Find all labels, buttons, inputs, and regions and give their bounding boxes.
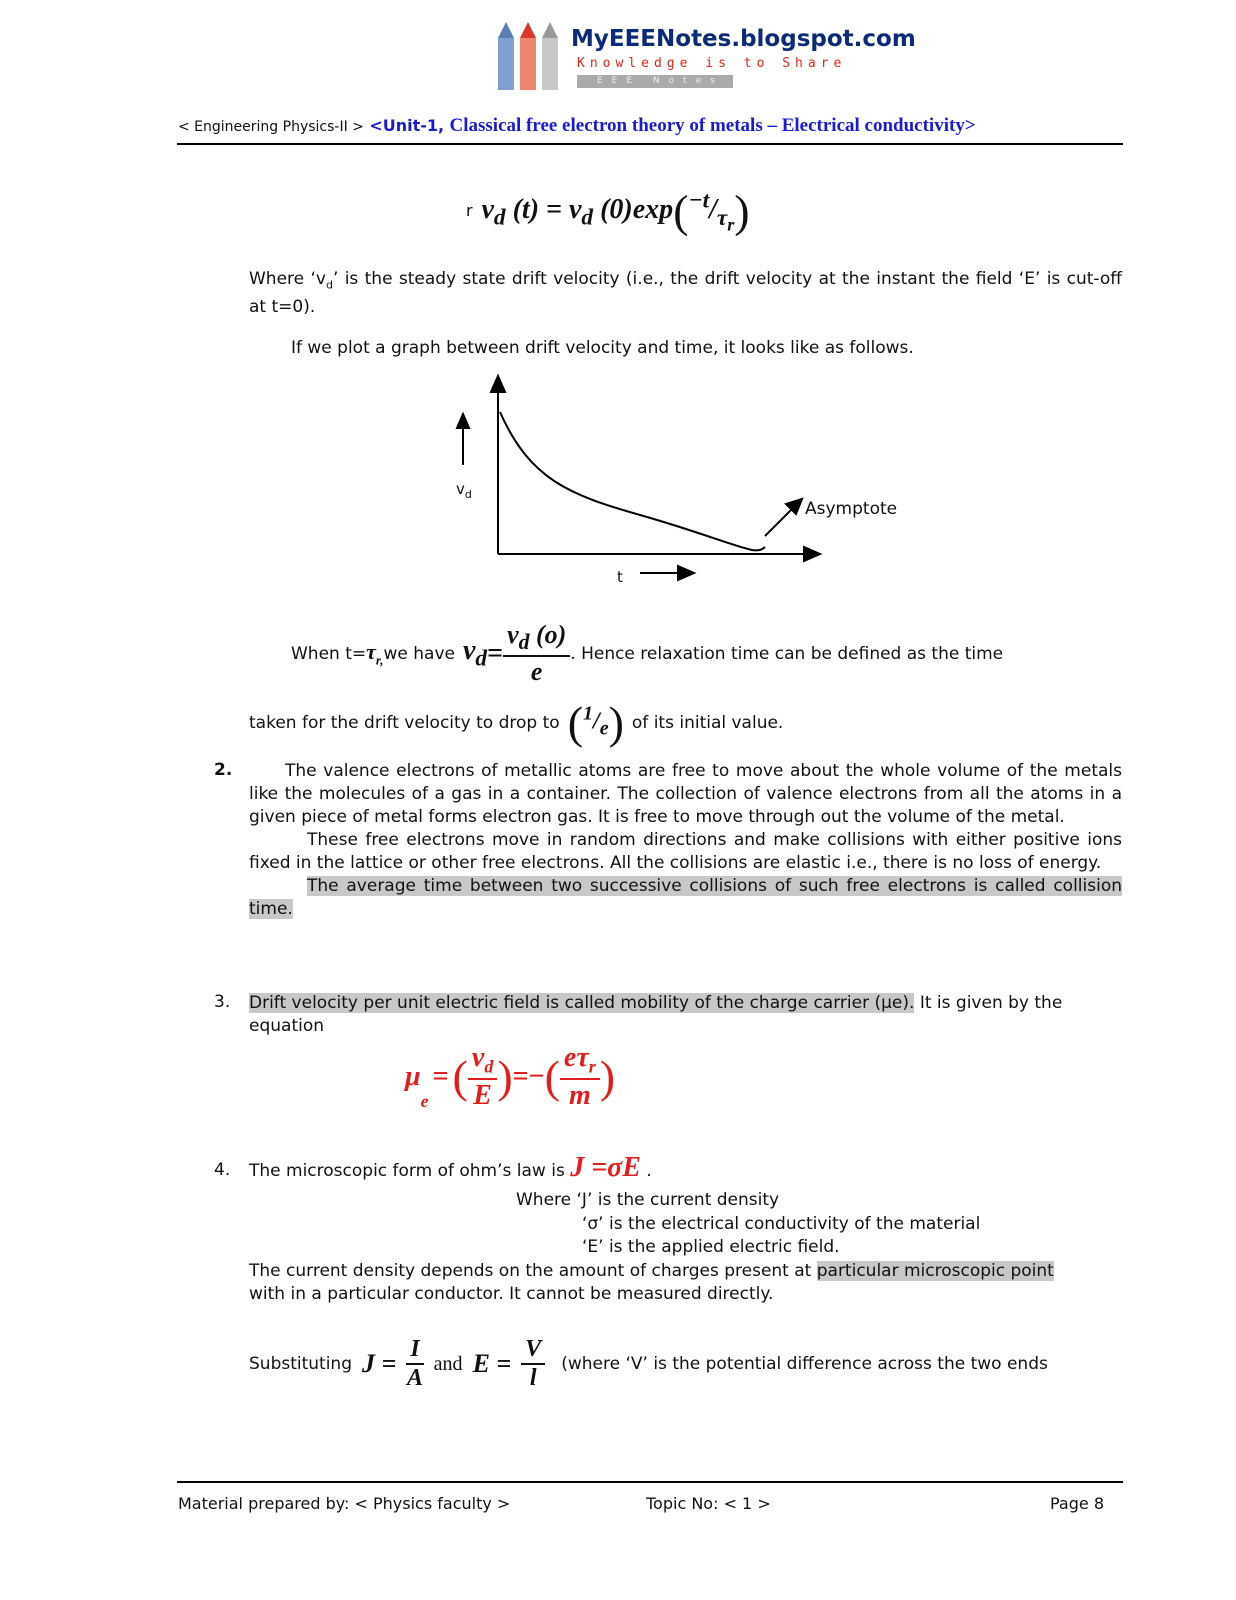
num: v (507, 620, 519, 649)
footer-page-number: Page 8 (1050, 1494, 1104, 1513)
den: m (568, 1079, 591, 1111)
num-sub: d (518, 630, 530, 655)
graph-x-label: t (617, 568, 623, 586)
breadcrumb (178, 115, 976, 137)
logo-title: MyEEENotes.blogspot.com (571, 26, 916, 52)
eq-den: τ (716, 204, 728, 231)
text: It is given by the equation (249, 993, 1063, 1036)
where-e: ‘E’ is the applied electric field. (582, 1237, 840, 1257)
item-3 (249, 992, 1122, 1038)
text: ’ is the steady state drift velocity (i.e., the drift velocity at the instant the field ‘E’ is cut-off at t=0). (249, 269, 1122, 318)
text: The current density depends on the amount of charges present at (249, 1261, 817, 1281)
one-over-e: $(^1/_e)$ (567, 697, 624, 748)
equation-mobility: μ $_e$ = ( $\frac{v_d}{E}$ ) =− ( $\frac{e\tau_r}{m}$ ) (405, 1042, 616, 1111)
paragraph-drop (249, 697, 784, 748)
highlighted-text: The average time between two successive collisions of such free electrons is called collision time. (249, 876, 1122, 919)
item-number: 3. (214, 992, 231, 1012)
num-sub: d (484, 1056, 494, 1077)
paragraph-drift-velocity (249, 268, 1122, 319)
text: with in a particular conductor. It cannot be measured directly. (249, 1284, 774, 1304)
y-axis-arrow (491, 376, 505, 392)
footer-rule (177, 1481, 1123, 1483)
graph-asymptote-label: Asymptote (805, 499, 898, 519)
den: l (529, 1365, 537, 1391)
paragraph-graph-intro: If we plot a graph between drift velocity and time, it looks like as follows. (291, 338, 914, 358)
breadcrumb-course: < Engineering Physics-II > (178, 119, 364, 135)
y-label: v (456, 480, 465, 498)
fraction (560, 1042, 600, 1112)
mu: μ (405, 1060, 421, 1092)
num: I (406, 1336, 423, 1365)
substituting-line (249, 1336, 1048, 1392)
decay-curve (500, 412, 765, 550)
text: and (433, 1352, 463, 1375)
drift-velocity-graph (440, 370, 940, 600)
text: we have (383, 643, 455, 664)
eq-rhs-arg: (0) (600, 194, 633, 226)
t-arrowhead (678, 566, 694, 580)
tau-sub: r, (375, 652, 384, 668)
e-equals: E = (472, 1349, 512, 1378)
logo-tagline: Knowledge is to Share (577, 56, 847, 71)
eq-exp: exp (632, 194, 674, 226)
text: The microscopic form of ohm’s law is (249, 1161, 565, 1181)
breadcrumb-topic: Classical free electron theory of metals – Electrical conductivity> (449, 115, 976, 136)
mu-sub: e (420, 1090, 429, 1111)
where-sigma: ‘σ’ is the electrical conductivity of the material (582, 1214, 981, 1234)
eq-lhs: v (481, 194, 494, 226)
num: V (521, 1336, 545, 1365)
text-sub: d (325, 278, 333, 292)
equals: = (432, 1060, 449, 1092)
asymptote-arrow (765, 506, 795, 536)
den: A (406, 1365, 423, 1391)
text: Substituting (249, 1354, 352, 1374)
text: . Hence relaxation time can be defined as the time (570, 643, 1004, 664)
v: v (462, 634, 476, 666)
den: e (530, 657, 543, 687)
text: taken for the drift velocity to drop to (249, 713, 560, 733)
item-number: 4. (214, 1160, 231, 1180)
fraction (521, 1336, 545, 1392)
eq-lhs-arg: (t) (512, 194, 540, 226)
text: The valence electrons of metallic atoms are free to move about the whole volume of the metals like the molecules of a gas in a container. The collection of valence electrons from all the atoms in a given piece of metal forms electron gas. It is free to move through out the volume of the metal. (249, 761, 1122, 827)
footer-topic: Topic No: < 1 > (646, 1494, 771, 1513)
num: v (471, 1042, 485, 1073)
v-sub: d (475, 645, 488, 672)
logo-bar: EEE Notes (577, 75, 733, 88)
ohms-law-equation: J =σE (570, 1152, 641, 1183)
text: Where ‘v (249, 269, 326, 289)
breadcrumb-unit: <Unit-1, (369, 116, 445, 135)
collision-time-definition (249, 875, 1122, 921)
den: E (473, 1079, 492, 1111)
den: e (599, 717, 609, 740)
graph-y-label (456, 480, 472, 501)
j-equals: J = (362, 1349, 397, 1378)
eq-den-sub: r (727, 214, 735, 235)
text: These free electrons move in random directions and make collisions with either positive ions fixed in the lattice or other free electrons. All the collisions are elastic i.e., there is no loss of energy. (249, 830, 1122, 873)
text: When t= (291, 643, 367, 664)
eq-rhs-sub: d (581, 204, 594, 231)
item-number: 2. (214, 760, 233, 780)
text: . (646, 1161, 652, 1181)
text: (where ‘V’ is the potential difference across the two ends (561, 1354, 1048, 1374)
pencils-logo-icon (495, 18, 567, 90)
header-rule (177, 143, 1123, 145)
num: 1 (583, 702, 594, 725)
footer-author: Material prepared by: < Physics faculty > (178, 1494, 511, 1513)
equals-minus: =− (512, 1060, 545, 1092)
eq-rhs: = v (546, 194, 582, 226)
fraction (503, 620, 570, 687)
x-axis-arrow (804, 547, 820, 561)
fraction (406, 1336, 423, 1392)
highlighted-text: particular microscopic point (816, 1261, 1054, 1281)
num-arg: (o) (535, 620, 567, 649)
fraction (468, 1042, 497, 1112)
text: of its initial value. (631, 713, 784, 733)
equation-drift-decay: r $v_d$ $(t) = v_d$ $(0)\exp(^{-t}/_{\tau_r})$ (466, 185, 750, 237)
item-2 (249, 760, 1122, 921)
eq-prefix: r (466, 200, 473, 220)
equals: = (487, 637, 504, 669)
where-j: Where ‘J’ is the current density (516, 1190, 780, 1210)
paragraph-relaxation (291, 620, 1003, 687)
vd-arrowhead (457, 414, 469, 428)
current-density-paragraph (249, 1260, 1122, 1306)
highlighted-text: Drift velocity per unit electric field is called mobility of the charge carrier (μe). (249, 993, 915, 1013)
num: eτ (563, 1042, 589, 1073)
eq-lhs-sub: d (493, 204, 506, 231)
num-sub: r (588, 1056, 596, 1077)
eq-num: −t (688, 188, 710, 214)
item-4-line (249, 1152, 652, 1184)
tau: τ (366, 638, 376, 664)
y-label-sub: d (464, 488, 472, 501)
